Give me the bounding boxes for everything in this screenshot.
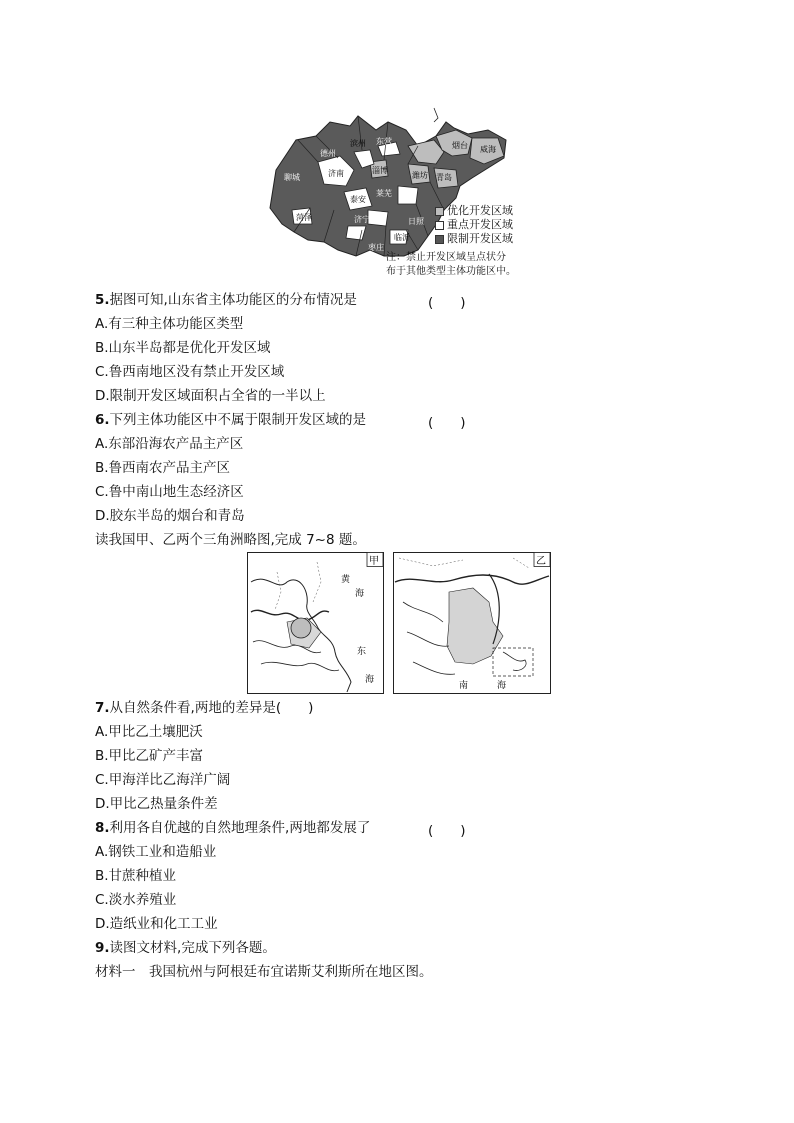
- city-label: 潍坊: [412, 171, 428, 180]
- option: A.有三种主体功能区类型: [95, 316, 244, 332]
- sea-label: 海: [497, 681, 507, 691]
- city-label: 聊城: [284, 173, 300, 182]
- option: B.鲁西南农产品主产区: [95, 460, 231, 476]
- intro-7-8: 读我国甲、乙两个三角洲略图,完成 7~8 题。: [95, 532, 366, 548]
- option: C.鲁中南山地生态经济区: [95, 484, 244, 500]
- city-label: 烟台: [452, 141, 468, 150]
- option: A.东部沿海农产品主产区: [95, 436, 244, 452]
- city-label: 东营: [376, 137, 392, 146]
- legend-item: [435, 232, 513, 246]
- sea-label: 东: [357, 647, 367, 657]
- question-5-stem: 5.据图可知,山东省主体功能区的分布情况是: [95, 292, 357, 308]
- option: D.甲比乙热量条件差: [95, 796, 218, 812]
- legend-swatch: [435, 235, 444, 244]
- option: C.甲海洋比乙海洋广阔: [95, 772, 231, 788]
- legend-swatch: [435, 221, 444, 230]
- delta-map-jia-svg: [247, 552, 384, 694]
- option: B.甲比乙矿产丰富: [95, 748, 204, 764]
- sea-label: 海: [355, 589, 365, 599]
- option: C.淡水养殖业: [95, 892, 177, 908]
- answer-paren: ( ): [428, 823, 466, 839]
- map-legend: [435, 204, 513, 246]
- answer-paren: ( ): [428, 295, 466, 311]
- legend-item: [435, 204, 513, 218]
- city-label: 淄博: [372, 166, 388, 175]
- option: D.造纸业和化工工业: [95, 916, 218, 932]
- delta-map-yi-svg: [393, 552, 551, 694]
- option: C.鲁西南地区没有禁止开发区域: [95, 364, 285, 380]
- map-tag-yi: 乙: [536, 556, 546, 567]
- city-label: 威海: [480, 145, 496, 154]
- city-label: 日照: [408, 217, 424, 226]
- option: D.胶东半岛的烟台和青岛: [95, 508, 245, 524]
- map-note-line: 注：禁止开发区域呈点状分: [386, 252, 506, 263]
- option: B.甘蔗种植业: [95, 868, 177, 884]
- question-6-stem: 6.下列主体功能区中不属于限制开发区域的是: [95, 412, 367, 428]
- option: A.钢铁工业和造船业: [95, 844, 217, 860]
- city-label: 济宁: [354, 215, 370, 224]
- legend-swatch: [435, 207, 444, 216]
- city-label: 莱芜: [376, 189, 392, 198]
- option: A.甲比乙土壤肥沃: [95, 724, 203, 740]
- city-label: 临沂: [394, 233, 410, 242]
- map-note-line: 布于其他类型主体功能区中。: [386, 266, 516, 277]
- legend-label: 限制开发区域: [447, 232, 513, 245]
- question-8-stem: 8.利用各自优越的自然地理条件,两地都发展了: [95, 820, 371, 836]
- question-7-stem: 7.从自然条件看,两地的差异是( ): [95, 700, 314, 716]
- answer-paren: ( ): [428, 415, 466, 431]
- option: D.限制开发区域面积占全省的一半以上: [95, 388, 326, 404]
- question-9-stem: 9.读图文材料,完成下列各题。: [95, 940, 276, 956]
- legend-item: [435, 218, 513, 232]
- city-label: 德州: [320, 149, 336, 158]
- delta-map-jia: [247, 552, 384, 698]
- material-1: 材料一 我国杭州与阿根廷布宜诺斯艾利斯所在地区图。: [95, 964, 433, 980]
- option: B.山东半岛都是优化开发区域: [95, 340, 271, 356]
- legend-label: 优化开发区域: [447, 204, 513, 217]
- city-label: 滨州: [350, 139, 366, 148]
- map-note: [386, 250, 516, 278]
- sea-label: 海: [365, 675, 375, 685]
- city-label: 济南: [328, 169, 344, 178]
- city-label: 青岛: [436, 173, 452, 182]
- delta-map-yi: [393, 552, 551, 698]
- sea-label: 南: [459, 681, 469, 691]
- sea-label: 黄: [341, 575, 351, 585]
- city-label: 枣庄: [368, 243, 384, 252]
- city-label: 菏泽: [296, 213, 312, 222]
- city-label: 泰安: [350, 195, 366, 204]
- map-tag-jia: 甲: [369, 556, 379, 567]
- legend-label: 重点开发区域: [447, 218, 513, 231]
